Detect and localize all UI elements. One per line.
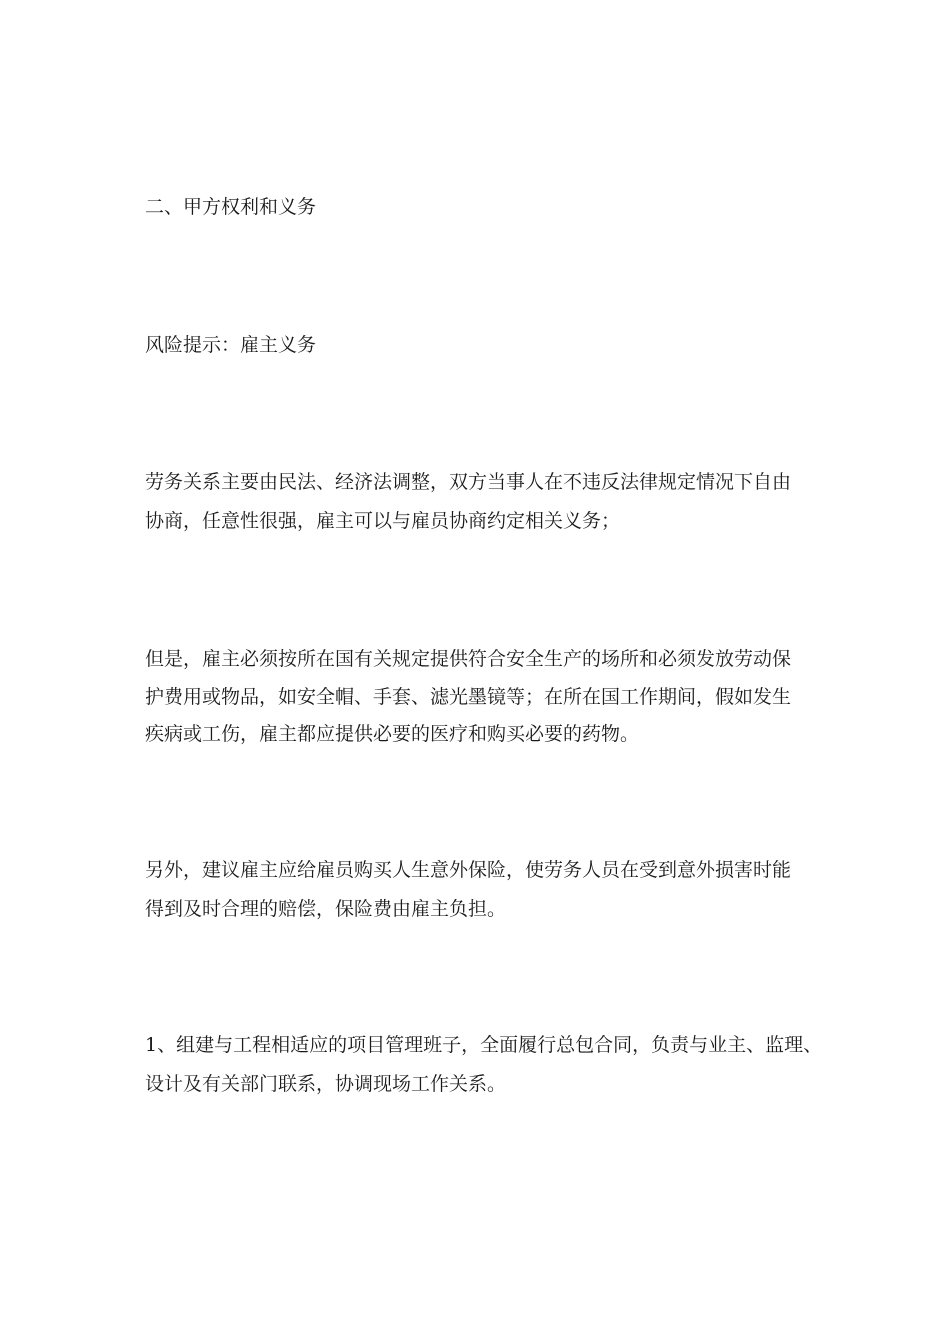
paragraph-4-line-1: 1、组建与工程相适应的项目管理班子，全面履行总包合同，负责与业主、监理、 <box>145 1034 823 1056</box>
paragraph-1-line-1: 劳务关系主要由民法、经济法调整，双方当事人在不违反法律规定情况下自由 <box>145 471 792 493</box>
paragraph-2-line-1: 但是，雇主必须按所在国有关规定提供符合安全生产的场所和必须发放劳动保 <box>145 648 792 670</box>
paragraph-3-line-1: 另外，建议雇主应给雇员购买人生意外保险，使劳务人员在受到意外损害时能 <box>145 859 792 881</box>
paragraph-3-line-2: 得到及时合理的赔偿，保险费由雇主负担。 <box>145 898 507 920</box>
paragraph-4-line-2: 设计及有关部门联系，协调现场工作关系。 <box>145 1073 507 1095</box>
risk-tip-heading: 风险提示：雇主义务 <box>145 334 317 356</box>
paragraph-2-line-3: 疾病或工伤，雇主都应提供必要的医疗和购买必要的药物。 <box>145 723 640 745</box>
section-heading: 二、甲方权利和义务 <box>145 196 317 218</box>
paragraph-1-line-2: 协商，任意性很强，雇主可以与雇员协商约定相关义务； <box>145 510 621 532</box>
paragraph-2-line-2: 护费用或物品，如安全帽、手套、滤光墨镜等；在所在国工作期间，假如发生 <box>145 686 792 708</box>
